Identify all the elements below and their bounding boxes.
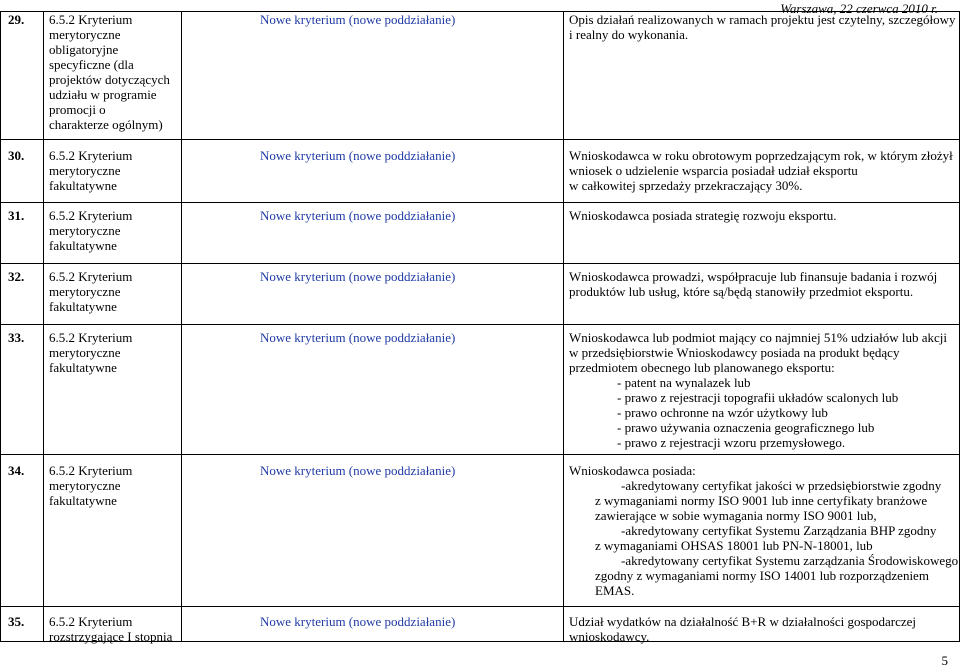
row-number: 34. xyxy=(8,463,25,478)
list-item: -akredytowany certyfikat Systemu Zarządzania BHP zgodny xyxy=(621,523,937,538)
table-rule xyxy=(0,202,960,203)
description-line: w całkowitej sprzedaży przekraczający 30%. xyxy=(569,178,803,193)
description-line: Wnioskodawca posiada: xyxy=(569,463,696,478)
criterion-line: projektów dotyczących xyxy=(49,72,170,87)
table-rule xyxy=(43,11,44,642)
criterion-type: Nowe kryterium (nowe poddziałanie) xyxy=(260,208,456,223)
description-line: wnioskodawcy. xyxy=(569,629,650,644)
criterion-line: specyficzne (dla xyxy=(49,57,134,72)
list-item: - patent na wynalazek lub xyxy=(617,375,751,390)
criterion-line: merytoryczne xyxy=(49,27,121,42)
list-item: z wymaganiami normy ISO 9001 lub inne certyfikaty branżowe xyxy=(595,493,928,508)
table-rule xyxy=(0,263,960,264)
table-rule xyxy=(0,454,960,455)
criterion-line: merytoryczne xyxy=(49,223,121,238)
description-line: Wnioskodawca w roku obrotowym poprzedzającym rok, w którym złożył xyxy=(569,148,953,163)
description-line: w przedsiębiorstwie Wnioskodawcy posiada na produkt będący xyxy=(569,345,900,360)
row-number: 30. xyxy=(8,148,25,163)
criterion-line: promocji o xyxy=(49,102,106,117)
row-number: 33. xyxy=(8,330,25,345)
criterion-type: Nowe kryterium (nowe poddziałanie) xyxy=(260,463,456,478)
description-line: Opis działań realizowanych w ramach projektu jest czytelny, szczegółowy xyxy=(569,12,956,27)
row-number: 32. xyxy=(8,269,25,284)
criterion-cell xyxy=(49,269,184,314)
page-number: 5 xyxy=(941,653,948,668)
criterion-type: Nowe kryterium (nowe poddziałanie) xyxy=(260,12,456,27)
list-item: - prawo z rejestracji wzoru przemysłowego. xyxy=(617,435,846,450)
criterion-line: fakultatywne xyxy=(49,238,117,253)
criterion-cell xyxy=(49,148,184,193)
description-line: i realny do wykonania. xyxy=(569,27,689,42)
table-rule xyxy=(0,11,1,642)
list-item: - prawo używania oznaczenia geograficznego lub xyxy=(617,420,875,435)
description-line: wniosek o udzielenie wsparcia posiadał udział eksportu xyxy=(569,163,858,178)
table-rule xyxy=(563,11,564,642)
table-rule xyxy=(0,606,960,607)
criterion-description xyxy=(569,330,957,450)
list-item: EMAS. xyxy=(595,583,635,598)
criterion-description xyxy=(569,463,957,598)
criterion-type: Nowe kryterium (nowe poddziałanie) xyxy=(260,330,456,345)
criterion-type: Nowe kryterium (nowe poddziałanie) xyxy=(260,269,456,284)
criterion-line: merytoryczne xyxy=(49,163,121,178)
criterion-line: charakterze ogólnym) xyxy=(49,117,163,132)
criterion-line: 6.5.2 Kryterium xyxy=(49,208,133,223)
criterion-type: Nowe kryterium (nowe poddziałanie) xyxy=(260,148,456,163)
list-item: - prawo ochronne na wzór użytkowy lub xyxy=(617,405,828,420)
criterion-cell xyxy=(49,208,184,253)
criterion-cell xyxy=(49,463,184,508)
criterion-line: 6.5.2 Kryterium xyxy=(49,330,133,345)
description-line: Udział wydatków na działalność B+R w działalności gospodarczej xyxy=(569,614,917,629)
criterion-line: fakultatywne xyxy=(49,360,117,375)
criterion-line: 6.5.2 Kryterium xyxy=(49,463,133,478)
criterion-line: obligatoryjne xyxy=(49,42,119,57)
criterion-type: Nowe kryterium (nowe poddziałanie) xyxy=(260,614,456,629)
criterion-line: merytoryczne xyxy=(49,478,121,493)
criterion-line: udziału w programie xyxy=(49,87,157,102)
list-item: zgodny z wymaganiami normy ISO 14001 lub rozporządzeniem xyxy=(595,568,929,583)
list-item: -akredytowany certyfikat jakości w przedsiębiorstwie zgodny xyxy=(621,478,942,493)
list-item: z wymaganiami OHSAS 18001 lub PN-N-18001, lub xyxy=(595,538,873,553)
criterion-line: fakultatywne xyxy=(49,493,117,508)
row-number: 31. xyxy=(8,208,25,223)
criterion-line: fakultatywne xyxy=(49,299,117,314)
criterion-line: merytoryczne xyxy=(49,284,121,299)
list-item: -akredytowany certyfikat Systemu zarządzania Środowiskowego xyxy=(621,553,959,568)
table-rule xyxy=(0,139,960,140)
row-number: 35. xyxy=(8,614,25,629)
criterion-description xyxy=(569,208,957,223)
table-rule xyxy=(0,324,960,325)
criterion-line: 6.5.2 Kryterium xyxy=(49,269,133,284)
description-line: Wnioskodawca posiada strategię rozwoju eksportu. xyxy=(569,208,837,223)
criterion-line: 6.5.2 Kryterium xyxy=(49,12,133,27)
criterion-description xyxy=(569,148,957,193)
criterion-line: merytoryczne xyxy=(49,345,121,360)
description-line: Wnioskodawca prowadzi, współpracuje lub finansuje badania i rozwój xyxy=(569,269,938,284)
criterion-cell xyxy=(49,12,184,132)
row-number: 29. xyxy=(8,12,25,27)
list-item: - prawo z rejestracji topografii układów scalonych lub xyxy=(617,390,899,405)
criterion-line: 6.5.2 Kryterium xyxy=(49,148,133,163)
criterion-description xyxy=(569,614,957,644)
criterion-line: rozstrzygające I stopnia xyxy=(49,629,173,644)
document-date: Warszawa, 22 czerwca 2010 r. xyxy=(780,1,938,16)
criterion-cell xyxy=(49,330,184,375)
criterion-description xyxy=(569,269,957,299)
description-line: Wnioskodawca lub podmiot mający co najmniej 51% udziałów lub akcji xyxy=(569,330,947,345)
description-line: produktów lub usług, które są/będą stanowiły przedmiot eksportu. xyxy=(569,284,914,299)
criterion-description xyxy=(569,12,957,42)
description-line: przedmiotem obecnego lub planowanego eksportu: xyxy=(569,360,835,375)
criterion-line: fakultatywne xyxy=(49,178,117,193)
criterion-cell xyxy=(49,614,184,644)
list-item: zawierające w sobie wymagania normy ISO 9001 lub, xyxy=(595,508,877,523)
criterion-line: 6.5.2 Kryterium xyxy=(49,614,133,629)
